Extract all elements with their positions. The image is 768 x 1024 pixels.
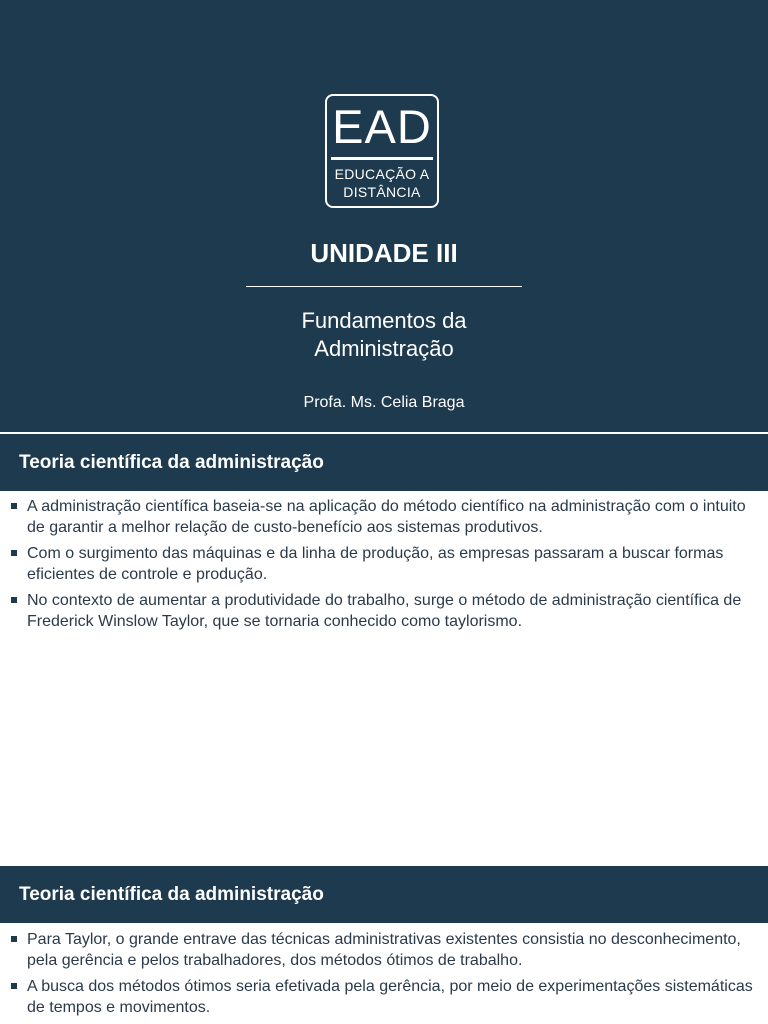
unit-title: UNIDADE III: [310, 238, 458, 268]
title-divider: [246, 286, 522, 287]
cover-slide: [0, 0, 768, 432]
course-title: [0, 307, 768, 363]
course-title-line-1: Fundamentos da: [301, 308, 467, 333]
slide-3-bullet-list: [0, 929, 768, 1023]
bullet-text: A administração científica baseia-se na aplicação do método científico na administração com o intuito de garantir a melhor relação de custo-benefício aos sistemas produtivos.: [27, 498, 746, 536]
bullet-item: [0, 543, 768, 585]
square-bullet-icon: [11, 503, 17, 509]
logo-line-2: DISTÂNCIA: [343, 184, 421, 200]
logo-line-1: EDUCAÇÃO A: [334, 166, 430, 182]
square-bullet-icon: [11, 936, 17, 942]
logo-subtitle: [327, 165, 437, 201]
bullet-item: [0, 496, 768, 538]
ead-logo: [325, 94, 439, 208]
square-bullet-icon: [11, 983, 17, 989]
bullet-text: No contexto de aumentar a produtividade do trabalho, surge o método de administração científica de Frederick Winslow Taylor, que se tornaria conhecido como taylorismo.: [27, 592, 742, 630]
bullet-text: A busca dos métodos ótimos seria efetivada pela gerência, por meio de experimentações sistemáticas de tempos e movimentos.: [27, 978, 753, 1016]
slide-2-bullet-list: [0, 496, 768, 637]
logo-divider: [331, 157, 433, 160]
bullet-item: [0, 590, 768, 632]
slide-3-title: Teoria científica da administração: [19, 884, 324, 905]
logo-ead-text: EAD: [332, 100, 432, 153]
bullet-item: [0, 929, 768, 971]
course-title-line-2: Administração: [314, 336, 454, 361]
bullet-text: Com o surgimento das máquinas e da linha de produção, as empresas passaram a buscar formas eficientes de controle e produção.: [27, 545, 724, 583]
slide-3-header: [0, 866, 768, 923]
bullet-item: [0, 976, 768, 1018]
slide-2-header: [0, 434, 768, 491]
square-bullet-icon: [11, 597, 17, 603]
bullet-text: Para Taylor, o grande entrave das técnicas administrativas existentes consistia no desconhecimento, pela gerência e pelos trabalhadores, dos métodos ótimos de trabalho.: [27, 931, 741, 969]
slide-2-title: Teoria científica da administração: [19, 452, 324, 473]
author-name: Profa. Ms. Celia Braga: [303, 394, 465, 411]
square-bullet-icon: [11, 550, 17, 556]
